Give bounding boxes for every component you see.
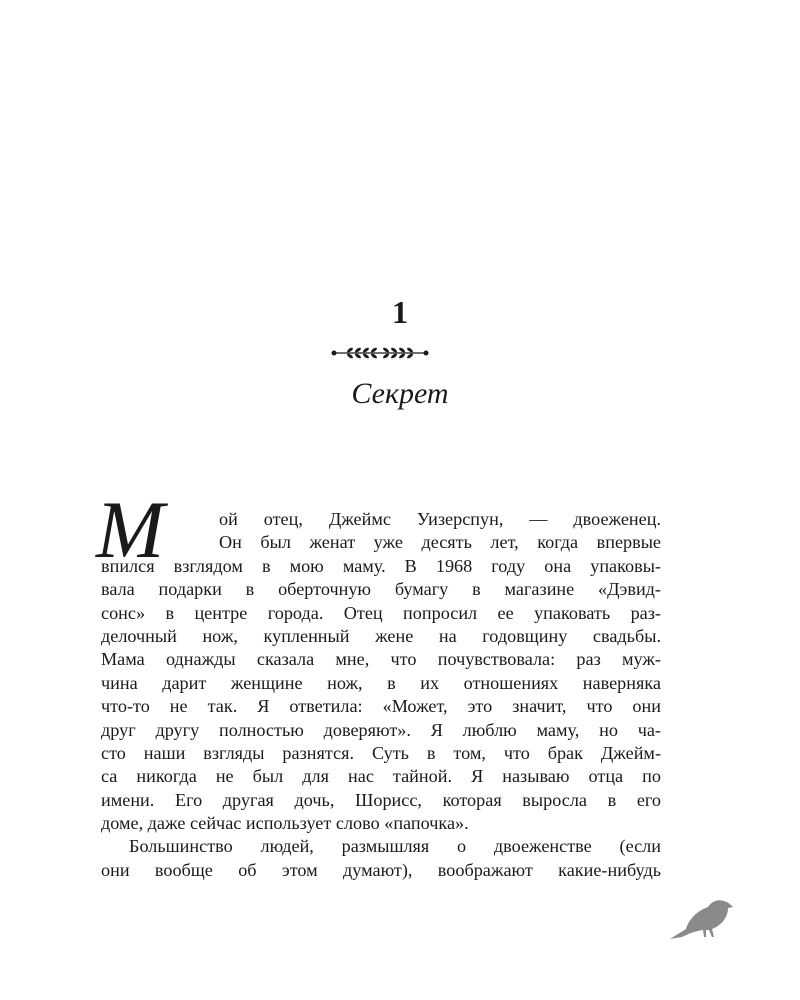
- text-line: Он был женат уже десять лет, когда впервые: [219, 532, 661, 553]
- text-line: друг другу полностью доверяют». Я люблю маму, но ча-: [101, 719, 661, 740]
- laurel-divider-icon: [330, 344, 430, 362]
- text-line: Мама однажды сказала мне, что почувствовала: раз муж-: [101, 649, 661, 670]
- text-line: имени. Его другая дочь, Шорисс, которая выросла в его: [101, 789, 661, 810]
- text-line: сто наши взгляды разнятся. Суть в том, что брак Джейм-: [101, 742, 661, 763]
- text-line: ой отец, Джеймс Уизерспун, — двоеженец.: [219, 509, 661, 529]
- text-line: Большинство людей, размышляя о двоеженстве (если: [129, 836, 661, 857]
- text-line: са никогда не был для нас тайной. Я называю отца по: [101, 766, 661, 787]
- text-line: вала подарки в оберточную бумагу в магазине «Дэвид-: [101, 579, 661, 600]
- bird-silhouette-icon: [670, 893, 734, 941]
- text-line: чина дарит женщине нож, в их отношениях наверняка: [101, 672, 661, 693]
- chapter-number: 1: [392, 294, 408, 330]
- text-line: делочный нож, купленный жене на годовщину свадьбы.: [101, 625, 661, 646]
- chapter-title: Секрет: [351, 377, 449, 410]
- text-line: впился взглядом в мою маму. В 1968 году она упаковы-: [101, 555, 661, 576]
- body-text: [101, 508, 661, 882]
- text-line: они вообще об этом думают), воображают какие-нибудь: [101, 859, 661, 880]
- text-line: что-то не так. Я ответила: «Может, это значит, что они: [101, 696, 661, 717]
- drop-cap: М: [96, 484, 165, 575]
- text-line: доме, даже сейчас использует слово «папочка».: [101, 813, 469, 834]
- text-line: сонс» в центре города. Отец попросил ее упаковать раз-: [101, 602, 661, 623]
